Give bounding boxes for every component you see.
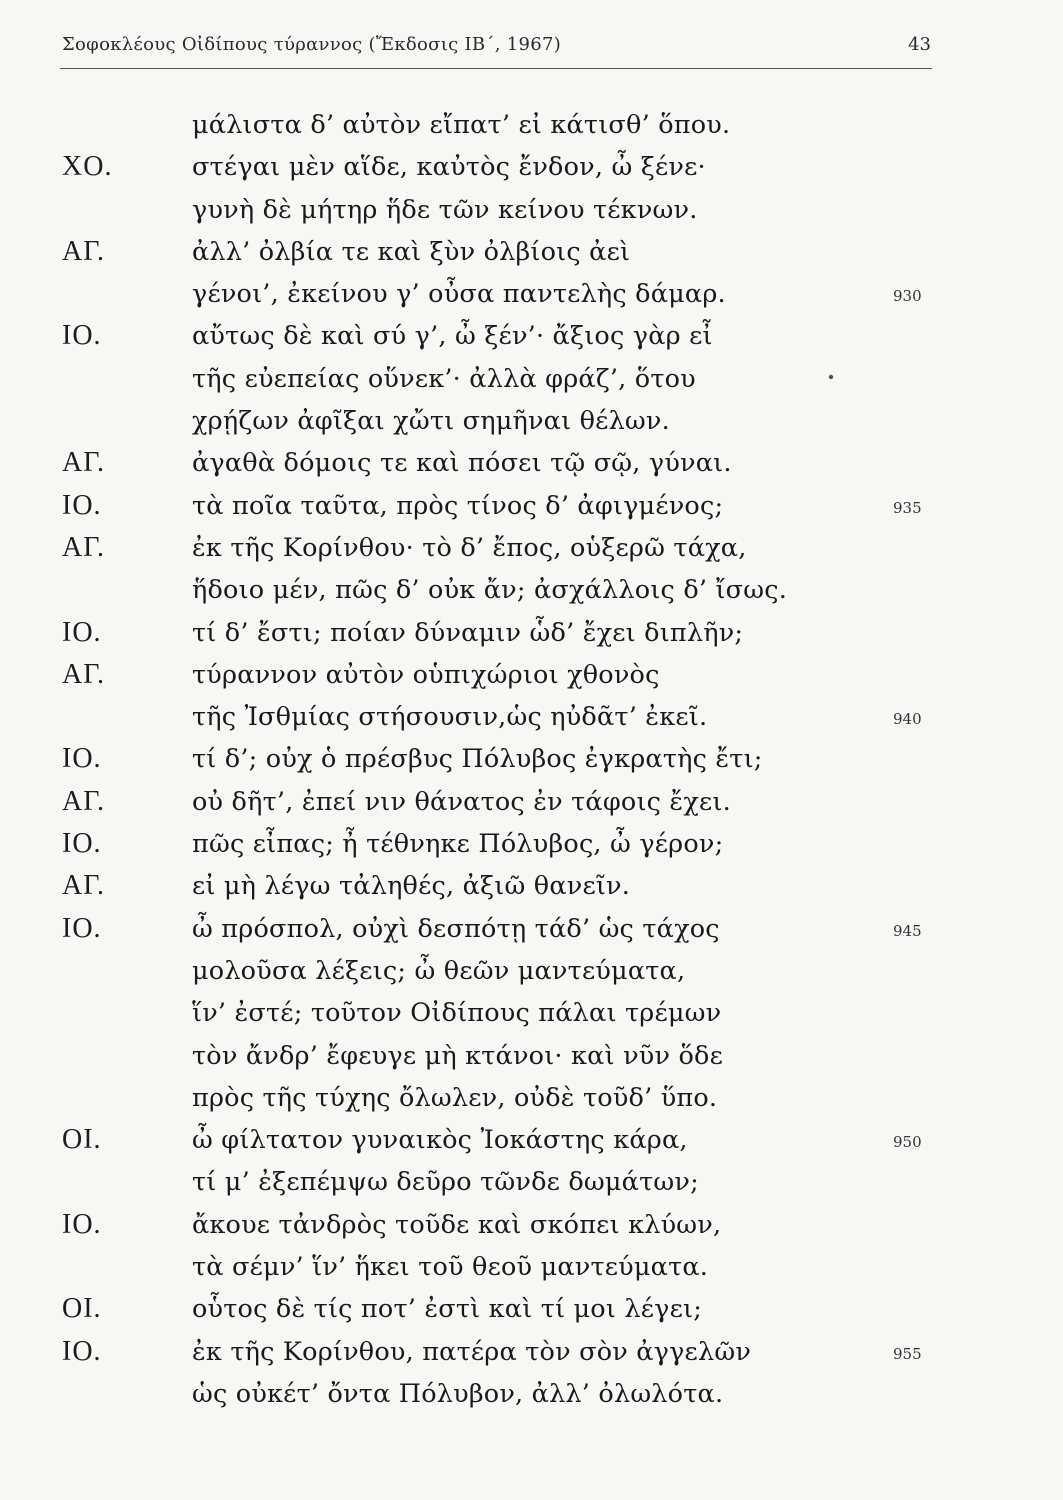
- verse-line-text: ἐκ τῆς Κορίνθου, πατέρα τὸν σὸν ἀγγελῶν: [192, 1336, 752, 1367]
- verse-line-text: μάλιστα δ’ αὐτὸν εἴπατ’ εἰ κάτισθ’ ὅπου.: [192, 110, 731, 140]
- verse-line: [0, 950, 1063, 992]
- verse-line-text: εἰ μὴ λέγω τἀληθές, ἀξιῶ θανεῖν.: [192, 871, 631, 902]
- verse-line-text: τὸν ἄνδρ’ ἔφευγε μὴ κτάνοι· καὶ νῦν ὅδε: [192, 1040, 724, 1071]
- speaker-label: ΙΟ.: [62, 1335, 102, 1367]
- running-title: Σοφοκλέους Οἰδίπους τύραννος (Ἔκδοσις ΙΒ΄, 1967): [62, 34, 562, 55]
- verse-line-text: τῆς εὐεπείας οὕνεκ’· ἀλλὰ φράζ’, ὅτου: [192, 363, 696, 394]
- verse-line: [0, 527, 1063, 569]
- verse-line-text: ἥδοιο μέν, πῶς δ’ οὐκ ἄν; ἀσχάλλοις δ’ ἴσως.: [192, 575, 788, 606]
- speaker-label: ΙΟ.: [62, 1208, 102, 1240]
- line-number: 955: [893, 1344, 922, 1363]
- verse-line: [0, 189, 1063, 231]
- speaker-label: ΙΟ.: [62, 320, 102, 352]
- verse-line: [0, 273, 1063, 315]
- verse-line-text: ἀλλ’ ὀλβία τε καὶ ξὺν ὀλβίοις ἀεὶ: [192, 236, 631, 267]
- verse-line-text: ἵν’ ἐστέ; τοῦτον Οἰδίπους πάλαι τρέμων: [192, 998, 722, 1029]
- verse-line: [0, 569, 1063, 611]
- verse-line-text: τί δ’ ἔστι; ποίαν δύναμιν ὧδ’ ἔχει διπλῆν;: [192, 617, 744, 648]
- verse-line: [0, 485, 1063, 527]
- verse-line: [0, 442, 1063, 484]
- verse-line-text: ἄκουε τἀνδρὸς τοῦδε καὶ σκόπει κλύων,: [192, 1209, 722, 1240]
- verse-line: [0, 781, 1063, 823]
- verse-line: [0, 654, 1063, 696]
- speaker-label: ΑΓ.: [62, 658, 106, 690]
- verse-line-text: γένοι’, ἐκείνου γ’ οὖσα παντελὴς δάμαρ.: [192, 279, 726, 310]
- verse-line: [0, 696, 1063, 738]
- verse-line-text: στέγαι μὲν αἵδε, καὐτὸς ἔνδον, ὦ ξένε·: [192, 152, 706, 183]
- verse-line: [0, 315, 1063, 357]
- verse-line-text: ἐκ τῆς Κορίνθου· τὸ δ’ ἔπος, οὑξερῶ τάχα,: [192, 532, 747, 563]
- speaker-label: ΑΓ.: [62, 447, 106, 479]
- line-number: 940: [893, 710, 922, 729]
- line-number: 935: [893, 498, 922, 517]
- line-number: 950: [893, 1133, 922, 1152]
- verse-line: [0, 1035, 1063, 1077]
- verse-line-text: τῆς Ἰσθμίας στήσουσιν,ὡς ηὐδᾶτ’ ἐκεῖ.: [192, 702, 708, 733]
- page-number: 43: [908, 34, 931, 55]
- verse-line-text: οὗτος δὲ τίς ποτ’ ἐστὶ καὶ τί μοι λέγει;: [192, 1294, 702, 1325]
- verse-line-text: τί δ’; οὐχ ὁ πρέσβυς Πόλυβος ἐγκρατὴς ἔτι;: [192, 744, 763, 775]
- speaker-label: ΟΙ.: [62, 1293, 102, 1325]
- speaker-label: ΑΓ.: [62, 870, 106, 902]
- header-rule: [60, 68, 932, 69]
- speaker-label: ΑΓ.: [62, 531, 106, 563]
- verse-line: [0, 104, 1063, 146]
- verse-line-text: ὡς οὐκέτ’ ὄντα Πόλυβον, ἀλλ’ ὀλωλότα.: [192, 1378, 724, 1409]
- verse-line-text: τί μ’ ἐξεπέμψω δεῦρο τῶνδε δωμάτων;: [192, 1167, 699, 1198]
- verse-line: [0, 400, 1063, 442]
- verse-line-text: ἀγαθὰ δόμοις τε καὶ πόσει τῷ σῷ, γύναι.: [192, 448, 732, 479]
- speaker-label: ΙΟ.: [62, 743, 102, 775]
- speaker-label: ΙΟ.: [62, 828, 102, 860]
- verse-line: [0, 146, 1063, 188]
- verse-line-text: ὦ πρόσπολ, οὐχὶ δεσπότῃ τάδ’ ὡς τάχος: [192, 913, 720, 944]
- verse-line-text: τύραννον αὐτὸν οὑπιχώριοι χθονὸς: [192, 659, 660, 690]
- speaker-label: ΧΟ.: [62, 151, 113, 183]
- verse-line: [0, 1246, 1063, 1288]
- verse-line-text: τὰ ποῖα ταῦτα, πρὸς τίνος δ’ ἀφιγμένος;: [192, 490, 724, 521]
- verse-line: [0, 1204, 1063, 1246]
- verse-line: [0, 1119, 1063, 1161]
- verse-line-text: γυνὴ δὲ μήτηρ ἥδε τῶν κείνου τέκνων.: [192, 194, 698, 225]
- verse-line: [0, 1373, 1063, 1415]
- verse-line: [0, 231, 1063, 273]
- verse-line-text: τὰ σέμν’ ἵν’ ἥκει τοῦ θεοῦ μαντεύματα.: [192, 1252, 709, 1283]
- verse-line: [0, 738, 1063, 780]
- verse-text-block: [0, 104, 1063, 1415]
- speaker-label: ΑΓ.: [62, 785, 106, 817]
- verse-line: [0, 823, 1063, 865]
- speaker-label: ΙΟ.: [62, 912, 102, 944]
- verse-line: [0, 865, 1063, 907]
- line-number: 930: [893, 287, 922, 306]
- verse-line-text: πῶς εἶπας; ἦ τέθνηκε Πόλυβος, ὦ γέρον;: [192, 829, 724, 860]
- verse-line-text: χρῄζων ἀφῖξαι χὤτι σημῆναι θέλων.: [192, 406, 670, 437]
- verse-line: [0, 908, 1063, 950]
- speaker-label: ΙΟ.: [62, 489, 102, 521]
- verse-line-text: μολοῦσα λέξεις; ὦ θεῶν μαντεύματα,: [192, 955, 686, 986]
- verse-line-text: οὐ δῆτ’, ἐπεί νιν θάνατος ἐν τάφοις ἔχει.: [192, 786, 731, 817]
- verse-line: [0, 612, 1063, 654]
- line-number: 945: [893, 921, 922, 940]
- verse-line: [0, 358, 1063, 400]
- verse-line: [0, 1288, 1063, 1330]
- verse-line: [0, 1161, 1063, 1203]
- verse-line: [0, 1077, 1063, 1119]
- verse-line-text: ὦ φίλτατον γυναικὸς Ἰοκάστης κάρα,: [192, 1125, 688, 1156]
- speaker-label: ΟΙ.: [62, 1124, 102, 1156]
- verse-line: [0, 1331, 1063, 1373]
- speaker-label: ΙΟ.: [62, 616, 102, 648]
- verse-line: [0, 992, 1063, 1034]
- verse-line-text: αὔτως δὲ καὶ σύ γ’, ὦ ξέν’· ἄξιος γὰρ εἶ: [192, 321, 713, 352]
- speaker-label: ΑΓ.: [62, 235, 106, 267]
- verse-line-text: πρὸς τῆς τύχης ὄλωλεν, οὐδὲ τοῦδ’ ὕπο.: [192, 1082, 718, 1113]
